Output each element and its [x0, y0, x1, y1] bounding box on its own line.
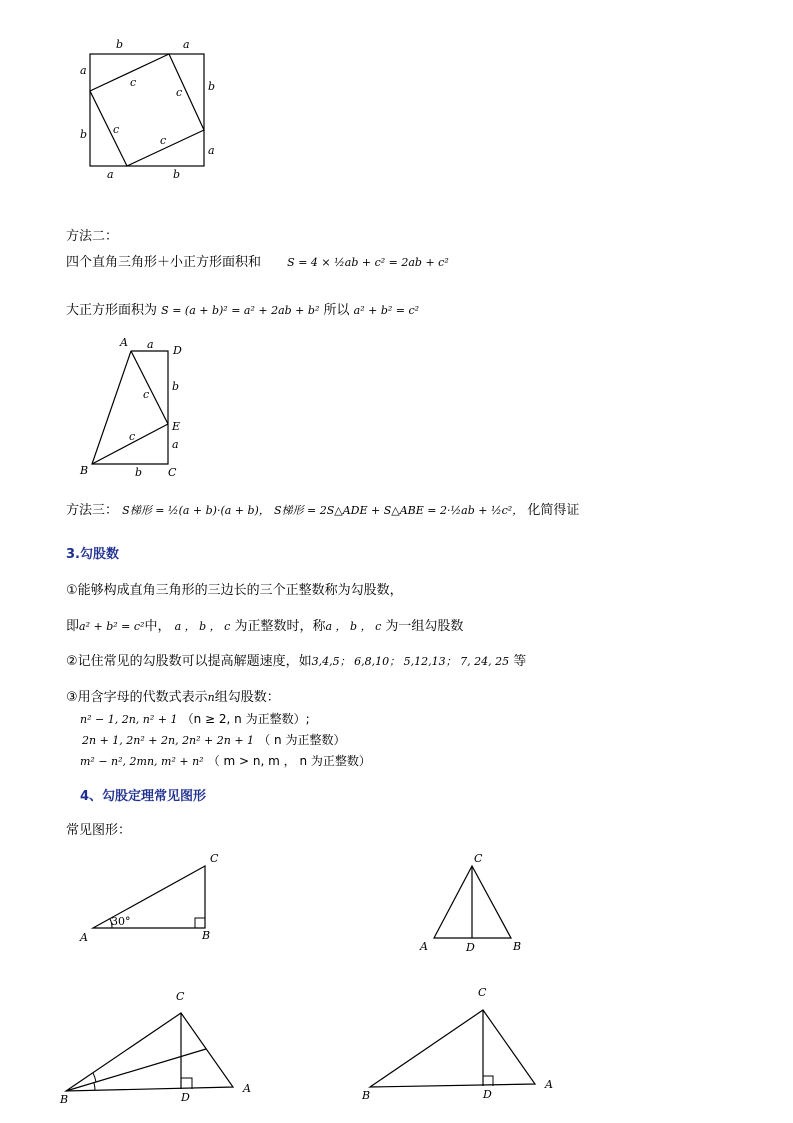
item1b-end: 为一组勾股数: [385, 619, 464, 634]
item1b-vars: a ， b ， c: [174, 620, 231, 633]
label-c-right: c: [176, 86, 183, 99]
label-D: D: [173, 344, 182, 357]
label-top-b: b: [116, 38, 124, 51]
method3-title: 方法三：: [66, 503, 119, 518]
formula-b-cond: （ n 为正整数）: [258, 733, 346, 747]
label-c-lower: c: [129, 430, 136, 443]
method2-title: 方法二：: [66, 229, 119, 244]
label-right-b: b: [208, 80, 216, 93]
method3-formula2: S梯形 = 2S△ADE + S△ABE = 2·½ab + ½c²，: [274, 504, 524, 517]
label-B: B: [202, 929, 211, 942]
label-B: B: [513, 940, 522, 953]
label-right-a: a: [208, 144, 215, 157]
item1b-text: 为正整数时，称: [234, 619, 326, 634]
item3-var: n: [207, 691, 215, 704]
label-E: E: [172, 420, 181, 433]
label-C: C: [210, 852, 219, 865]
label-top-a: a: [183, 38, 190, 51]
label-c-top: c: [130, 76, 137, 89]
label-c-bottom: c: [160, 134, 167, 147]
item1b-prefix: 即: [66, 619, 80, 634]
section3-heading: 3.勾股数: [66, 547, 119, 562]
method3-suffix: 化简得证: [527, 503, 580, 518]
label-D: D: [181, 1091, 190, 1104]
label-right-b: b: [172, 380, 180, 393]
item1b-mid: 中，: [144, 619, 171, 634]
item2-text: ②记住常见的勾股数可以提高解题速度，如: [66, 654, 312, 669]
item1b-formula: a² + b² = c²: [79, 620, 145, 633]
formula-c: m² − n², 2mn, m² + n²: [80, 755, 204, 768]
label-top-a: a: [147, 338, 154, 351]
label-B: B: [60, 1093, 69, 1106]
label-A: A: [120, 336, 128, 349]
label-A: A: [243, 1082, 251, 1095]
item2-values: 3,4,5； 6,8,10； 5,12,13； 7, 24, 25: [311, 655, 510, 668]
section4-sub: 常见图形：: [66, 823, 132, 838]
label-c-left: c: [113, 123, 120, 136]
formula-b: 2n + 1, 2n² + 2n, 2n² + 2n + 1: [82, 734, 255, 747]
formula-c-cond: （ m > n, m ， n 为正整数）: [207, 754, 371, 768]
label-bottom-a: a: [107, 168, 114, 181]
item1b-vars2: a ， b ， c: [325, 620, 382, 633]
method2-line1-text: 四个直角三角形＋小正方形面积和: [66, 255, 262, 270]
item3-text: ③用含字母的代数式表示: [66, 690, 208, 705]
label-C: C: [176, 990, 185, 1003]
label-angle: 30°: [111, 915, 131, 928]
label-bottom-b: b: [135, 466, 143, 479]
label-right-a: a: [172, 438, 179, 451]
label-A: A: [80, 931, 88, 944]
label-c-upper: c: [143, 388, 150, 401]
label-B: B: [362, 1089, 371, 1102]
label-bottom-b: b: [173, 168, 181, 181]
label-C: C: [168, 466, 177, 479]
section4-heading: 4、勾股定理常见图形: [80, 789, 207, 804]
method2-line2-result: a² + b² = c²: [353, 304, 420, 317]
formula-a: n² − 1, 2n, n² + 1: [80, 713, 178, 726]
label-C: C: [474, 852, 483, 865]
label-A: A: [420, 940, 428, 953]
item3-end: 组勾股数：: [214, 690, 280, 705]
section3-item1: ①能够构成直角三角形的三边长的三个正整数称为勾股数，: [66, 583, 403, 598]
method2-line2-text: 大正方形面积为: [66, 303, 158, 318]
method2-line1-formula: S = 4 × ½ab + c² = 2ab + c²: [287, 256, 449, 269]
label-B: B: [80, 464, 89, 477]
label-D: D: [483, 1088, 492, 1101]
method3-formula1: S梯形 = ½(a + b)·(a + b)，: [122, 504, 270, 517]
item2-end: 等: [513, 654, 527, 669]
label-A: A: [545, 1078, 553, 1091]
label-D: D: [466, 941, 475, 954]
label-C: C: [478, 986, 487, 999]
method2-line2-formula: S = (a + b)² = a² + 2ab + b²: [161, 304, 320, 317]
method2-line2-suffix: 所以: [323, 303, 350, 318]
formula-a-cond: （n ≥ 2, n 为正整数）;: [181, 712, 310, 726]
label-left-a: a: [80, 64, 87, 77]
label-left-b: b: [80, 128, 88, 141]
